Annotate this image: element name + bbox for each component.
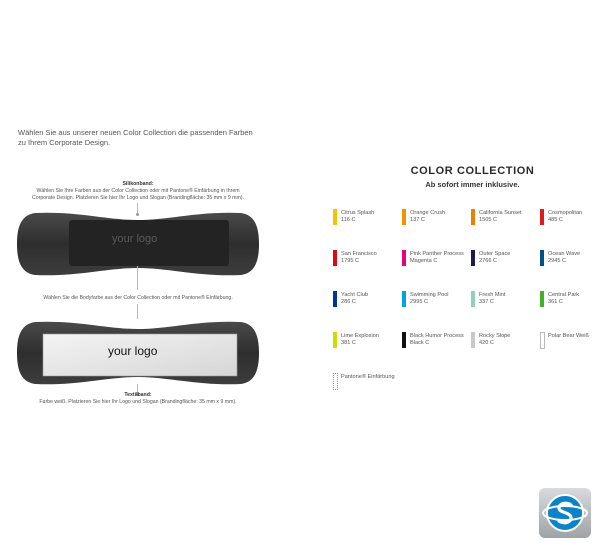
- color-swatch-code: 1505 C: [479, 216, 498, 223]
- intro-line-1: Wählen Sie aus unserer neuen Color Collection die passenden Farben: [18, 128, 253, 137]
- color-chip: [540, 332, 545, 349]
- color-chip: [471, 209, 475, 225]
- brand-logo-badge: [539, 488, 591, 538]
- color-chip: [333, 250, 337, 266]
- logo-placeholder-textile: your logo: [108, 344, 158, 358]
- color-chip: [333, 291, 337, 307]
- color-swatch: [540, 250, 600, 282]
- color-swatch-code: 381 C: [341, 339, 356, 346]
- color-swatch-label: Pink Panther Process Magenta C: [410, 251, 464, 264]
- connector-line-middle-top: [137, 266, 138, 290]
- silikonband-description: [20, 181, 256, 202]
- textilband-line-1: Farbe weiß. Platzieren Sie hier Ihr Logo und Slogan (Brandingfläche: 35 mm x 9 mm).: [39, 399, 237, 405]
- color-chip: [402, 291, 406, 307]
- color-swatch-code: 2995 C: [410, 298, 429, 305]
- color-swatch-code: 337 C: [479, 298, 494, 305]
- color-swatch-label: Central Park 361 C: [548, 292, 580, 305]
- color-swatch-label: Outer Space 2766 C: [479, 251, 511, 264]
- color-swatch: [471, 332, 537, 364]
- color-chip: [540, 209, 544, 225]
- color-chip: [540, 291, 544, 307]
- color-swatch-label: Swimming Pool 2995 C: [410, 292, 449, 305]
- color-chip: [471, 291, 475, 307]
- color-collection-title: COLOR COLLECTION: [410, 165, 535, 177]
- color-swatch: [540, 332, 600, 364]
- color-swatch-label: Citrus Splash 116 C: [341, 210, 375, 223]
- color-chip: [333, 373, 338, 390]
- color-swatch-label: Pantone® Einfärbung: [341, 374, 395, 380]
- color-chip: [471, 332, 475, 348]
- color-swatch: [333, 332, 399, 364]
- s-logo-icon: [539, 488, 591, 538]
- color-swatch: [471, 291, 537, 323]
- color-swatch-code: 2766 C: [479, 257, 498, 264]
- color-swatch-code: 2945 C: [548, 257, 567, 264]
- color-swatch: [402, 332, 468, 364]
- color-swatch-label: Orange Crush 137 C: [410, 210, 446, 223]
- color-swatch-label: Yacht Club 286 C: [341, 292, 368, 305]
- color-chip: [333, 209, 337, 225]
- color-swatch-label: Fresh Mint 337 C: [479, 292, 506, 305]
- color-swatch-code: 137 C: [410, 216, 425, 223]
- color-swatch: [402, 209, 468, 241]
- textilband-title: Textilband:: [124, 392, 152, 398]
- intro-text: [18, 128, 318, 148]
- color-swatch: [471, 209, 537, 241]
- color-swatch: [540, 291, 600, 323]
- silikonband-line-1: Wählen Sie Ihre Farben aus der Color Collection oder mit Pantone® Einfärbung in Ihrem: [36, 188, 240, 194]
- color-swatch: [540, 209, 600, 241]
- color-swatch-label: Lime Explosion 381 C: [341, 333, 379, 346]
- color-swatch-code: 286 C: [341, 298, 356, 305]
- intro-line-2: zu Ihrem Corporate Design.: [18, 138, 111, 147]
- color-swatch-grid: [333, 209, 600, 399]
- color-swatch-label: California Sunset 1505 C: [479, 210, 522, 223]
- bodyfarbe-description: Wählen Sie die Bodyfarbe aus der Color Collection oder mit Pantone® Einfärbung.: [43, 295, 233, 301]
- color-swatch: [333, 291, 399, 323]
- color-collection-subtitle: Ab sofort immer inklusive.: [425, 180, 520, 189]
- color-swatch: [333, 250, 399, 282]
- color-chip: [540, 250, 544, 266]
- color-chip: [402, 332, 406, 348]
- silikonband-line-2: Corporate Design. Platzieren Sie hier Ihr Logo und Slogan (Brandingfläche: 35 mm x 9 mm).: [32, 195, 244, 201]
- color-swatch: [402, 250, 468, 282]
- color-swatch-label: Rocky Slope 420 C: [479, 333, 511, 346]
- color-chip: [333, 332, 337, 348]
- textilband-description: [20, 392, 256, 406]
- color-swatch-code: 485 C: [548, 216, 563, 223]
- color-chip: [471, 250, 475, 266]
- color-swatch-code: 1795 C: [341, 257, 360, 264]
- color-swatch-label: Black Humor Process Black C: [410, 333, 464, 346]
- color-swatch-label: Polar Bear Weiß: [548, 333, 589, 339]
- color-chip: [402, 209, 406, 225]
- color-swatch-code: 420 C: [479, 339, 494, 346]
- color-swatch: [333, 373, 399, 405]
- color-swatch-label: San Francisco 1795 C: [341, 251, 377, 264]
- color-swatch-label: Cosmopolitan 485 C: [548, 210, 583, 223]
- color-swatch-label: Ocean Wave 2945 C: [548, 251, 581, 264]
- color-swatch: [333, 209, 399, 241]
- color-chip: [402, 250, 406, 266]
- color-swatch-code: 116 C: [341, 216, 356, 223]
- silikonband-title: Silikonband:: [122, 181, 154, 187]
- color-swatch-code: 361 C: [548, 298, 563, 305]
- color-swatch: [402, 291, 468, 323]
- logo-placeholder-silicone: your logo: [112, 233, 158, 245]
- color-swatch: [471, 250, 537, 282]
